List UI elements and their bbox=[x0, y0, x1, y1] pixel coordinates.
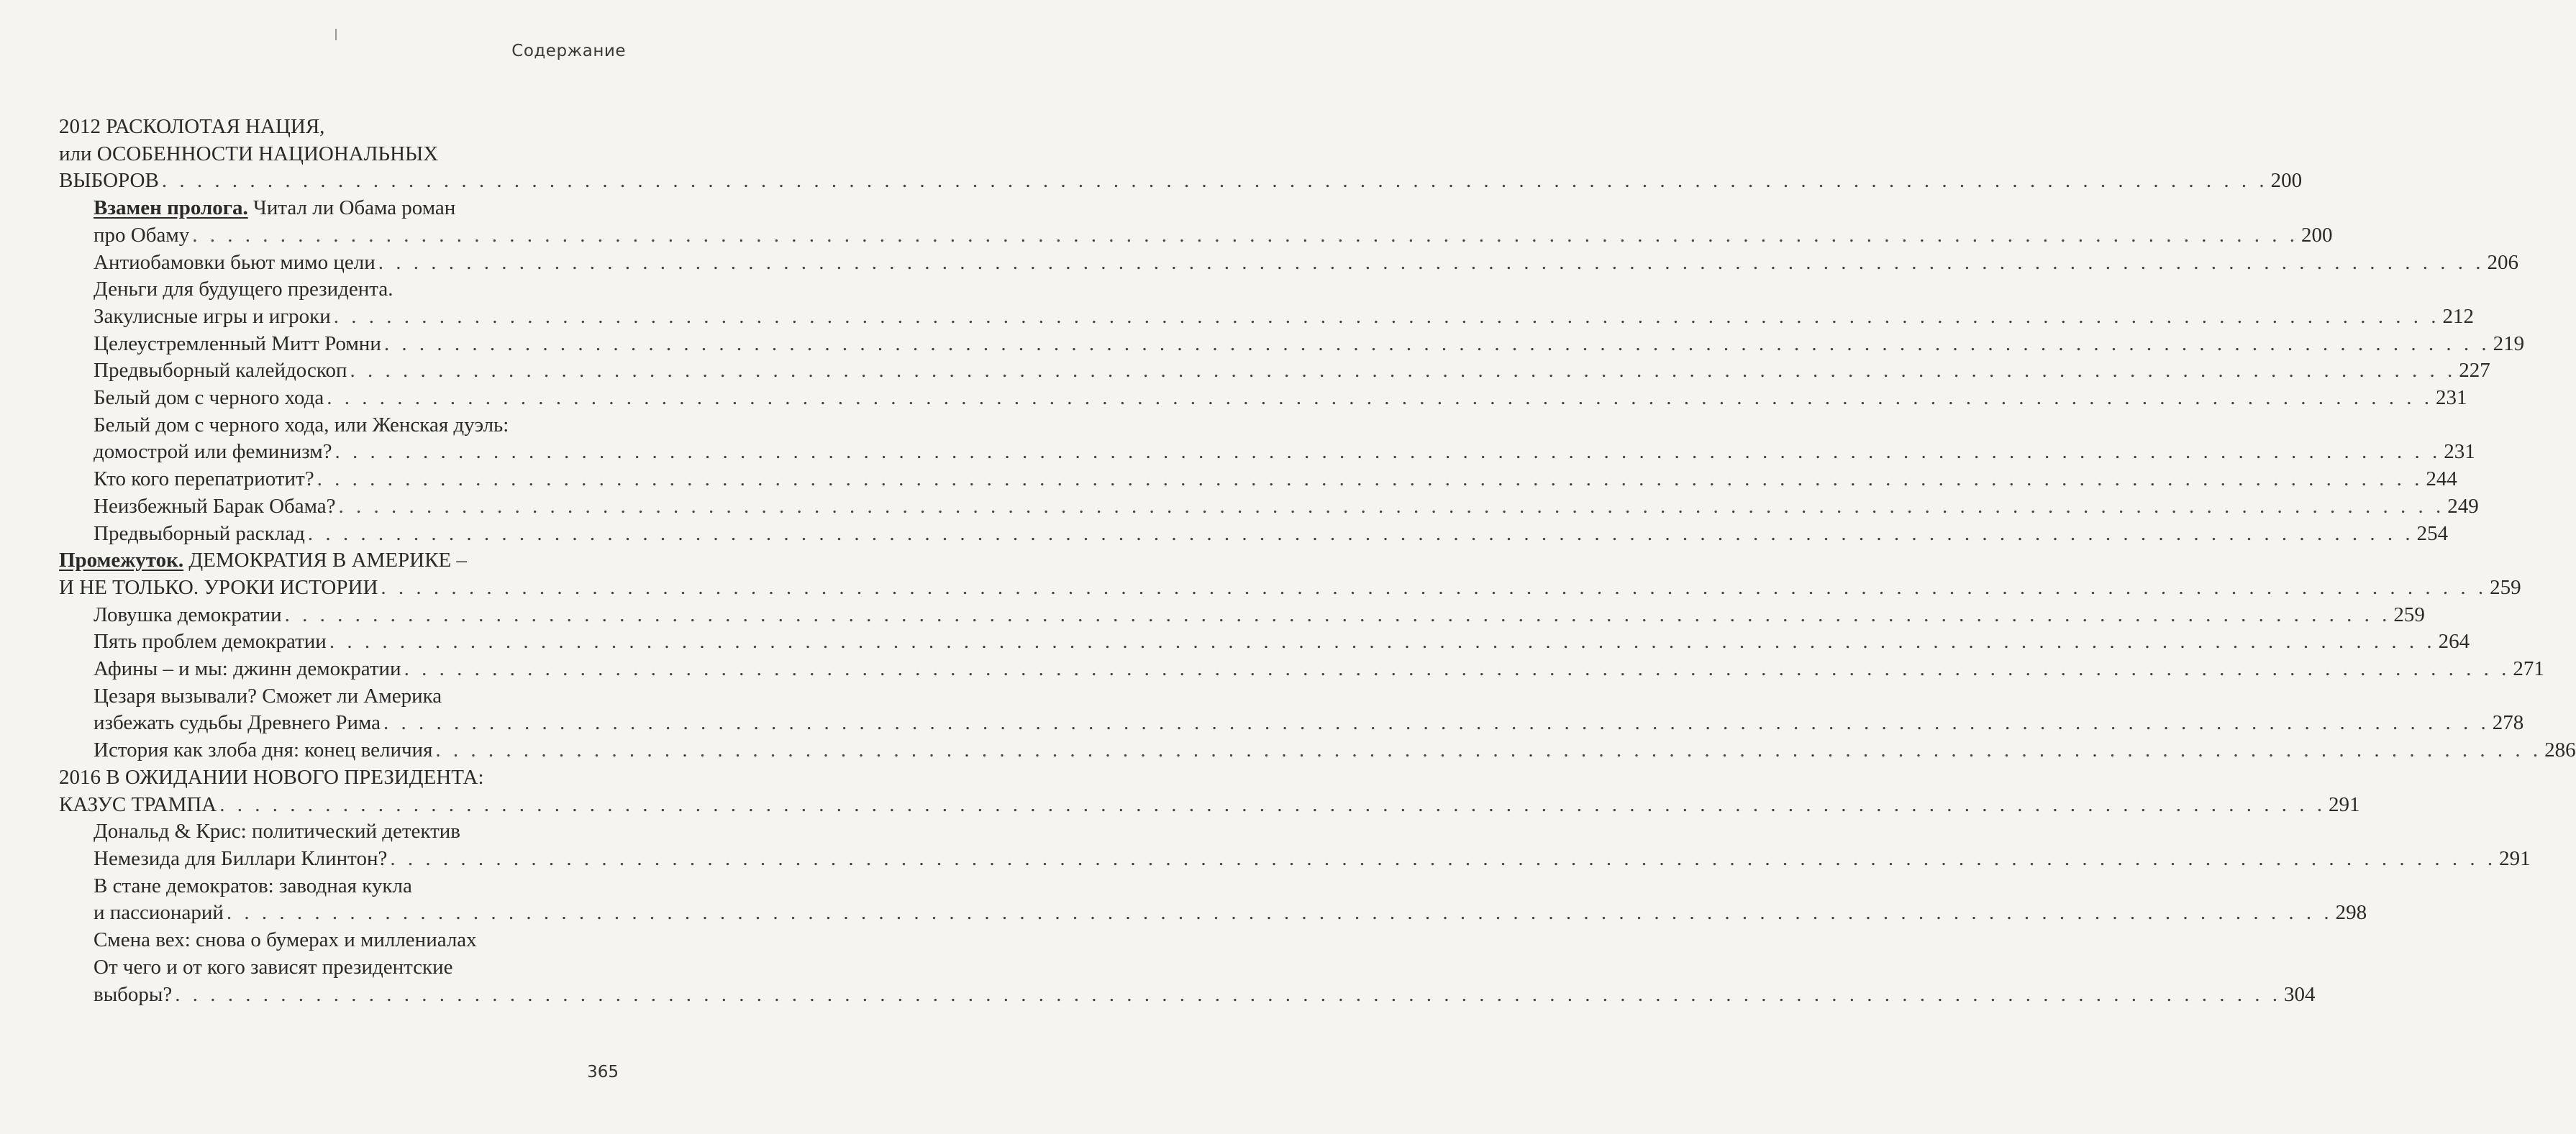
toc-entry bbox=[59, 764, 2360, 818]
toc-page-number: 249 bbox=[2447, 494, 2479, 518]
leader-dots: . . . . . . . . . . . . . . . . . . . . . . . . . . . . . . . . . . . . . . . . . . . . . . . . . . . . . . . . . . . . . . . . . . . . . . . . . . . . . . . . . . . . . . . . . . . . . . . . . . . . . . . . . . . . . . . . . . . . . . . . bbox=[383, 711, 2490, 735]
toc-line bbox=[59, 466, 2457, 493]
toc-line-text bbox=[94, 710, 381, 737]
toc-line bbox=[59, 602, 2425, 629]
leader-dots: . . . . . . . . . . . . . . . . . . . . . . . . . . . . . . . . . . . . . . . . . . . . . . . . . . . . . . . . . . . . . . . . . . . . . . . . . . . . . . . . . . . . . . . . . . . . . . . . . . . . . . . . . . . . . . . . . . . . . . . . bbox=[350, 359, 2457, 383]
toc-entry bbox=[59, 412, 2475, 466]
toc-entry bbox=[59, 276, 2474, 330]
toc-title: История как злоба дня: конец величия bbox=[94, 739, 433, 762]
toc-line-text bbox=[94, 493, 336, 521]
toc-line-text bbox=[59, 575, 378, 602]
toc-line bbox=[59, 493, 2479, 521]
toc-line bbox=[59, 982, 2316, 1009]
toc-line bbox=[59, 114, 611, 141]
toc-line bbox=[59, 954, 611, 982]
toc-title: Читал ли Обама роман bbox=[247, 196, 456, 220]
toc-line bbox=[59, 195, 611, 222]
toc-line bbox=[59, 575, 2521, 602]
toc-title: домострой или феминизм? bbox=[94, 440, 332, 464]
toc-line-text bbox=[94, 873, 412, 900]
toc-entry bbox=[59, 954, 2316, 1008]
toc-line bbox=[59, 331, 2525, 358]
toc-entry bbox=[59, 547, 2521, 601]
leader-dots: . . . . . . . . . . . . . . . . . . . . . . . . . . . . . . . . . . . . . . . . . . . . . . . . . . . . . . . . . . . . . . . . . . . . . . . . . . . . . . . . . . . . . . . . . . . . . . . . . . . . . . . . . . . . . . . . . . . . . . . . bbox=[334, 440, 2441, 464]
toc-line-text bbox=[94, 412, 509, 439]
toc-line-text bbox=[94, 195, 455, 222]
leader-dots: . . . . . . . . . . . . . . . . . . . . . . . . . . . . . . . . . . . . . . . . . . . . . . . . . . . . . . . . . . . . . . . . . . . . . . . . . . . . . . . . . . . . . . . . . . . . . . . . . . . . . . . . . . . . . . . . . . . . . . . . bbox=[226, 901, 2333, 925]
toc-line-text bbox=[94, 602, 282, 629]
toc-entry bbox=[59, 331, 2525, 358]
table-of-contents bbox=[59, 114, 2576, 1008]
toc-title: ДЕМОКРАТИЯ В АМЕРИКЕ – bbox=[183, 549, 467, 572]
toc-title: Ловушка демократии bbox=[94, 603, 282, 626]
toc-entry bbox=[59, 873, 2367, 927]
toc-page-number: 298 bbox=[2335, 901, 2367, 925]
toc-title: Афины – и мы: джинн демократии bbox=[94, 657, 401, 681]
toc-title: Цезаря вызывали? Сможет ли Америка bbox=[94, 684, 442, 708]
toc-line bbox=[59, 168, 2303, 195]
toc-page-number: 200 bbox=[2270, 169, 2303, 193]
toc-title: Предвыборный калейдоскоп bbox=[94, 359, 347, 383]
toc-line bbox=[59, 628, 2470, 656]
toc-line-text bbox=[94, 900, 224, 927]
leader-dots: . . . . . . . . . . . . . . . . . . . . . . . . . . . . . . . . . . . . . . . . . . . . . . . . . . . . . . . . . . . . . . . . . . . . . . . . . . . . . . . . . . . . . . . . . . . . . . . . . . . . . . . . . . . . . . . . . . . . . . . . bbox=[329, 630, 2436, 654]
toc-line bbox=[59, 303, 2474, 331]
toc-line-text bbox=[94, 954, 453, 982]
toc-line-text bbox=[59, 168, 159, 195]
toc-entry bbox=[59, 521, 2449, 548]
toc-entry bbox=[59, 927, 611, 954]
toc-title: Кто кого перепатриотит? bbox=[94, 467, 314, 491]
leader-dots: . . . . . . . . . . . . . . . . . . . . . . . . . . . . . . . . . . . . . . . . . . . . . . . . . . . . . . . . . . . . . . . . . . . . . . . . . . . . . . . . . . . . . . . . . . . . . . . . . . . . . . . . . . . . . . . . . . . . . . . . bbox=[327, 386, 2434, 410]
toc-title: Целеустремленный Митт Ромни bbox=[94, 331, 381, 355]
leader-dots: . . . . . . . . . . . . . . . . . . . . . . . . . . . . . . . . . . . . . . . . . . . . . . . . . . . . . . . . . . . . . . . . . . . . . . . . . . . . . . . . . . . . . . . . . . . . . . . . . . . . . . . . . . . . . . . . . . . . . . . . bbox=[404, 657, 2511, 681]
toc-title: В стане демократов: заводная кукла bbox=[94, 874, 412, 897]
leader-dots: . . . . . . . . . . . . . . . . . . . . . . . . . . . . . . . . . . . . . . . . . . . . . . . . . . . . . . . . . . . . . . . . . . . . . . . . . . . . . . . . . . . . . . . . . . . . . . . . . . . . . . . . . . . . . . . . . . . . . . . . bbox=[307, 521, 2414, 545]
toc-line bbox=[59, 710, 2524, 737]
toc-line-text bbox=[94, 439, 332, 466]
toc-line-text bbox=[94, 656, 401, 683]
leader-dots: . . . . . . . . . . . . . . . . . . . . . . . . . . . . . . . . . . . . . . . . . . . . . . . . . . . . . . . . . . . . . . . . . . . . . . . . . . . . . . . . . . . . . . . . . . . . . . . . . . . . . . . . . . . . . . . . . . . . . . . . bbox=[284, 603, 2391, 626]
toc-entry bbox=[59, 114, 2303, 195]
toc-line bbox=[59, 900, 2367, 927]
toc-line bbox=[59, 846, 2531, 873]
toc-entry bbox=[59, 818, 2531, 872]
toc-line-text bbox=[94, 357, 347, 385]
toc-line bbox=[59, 276, 611, 303]
leader-dots: . . . . . . . . . . . . . . . . . . . . . . . . . . . . . . . . . . . . . . . . . . . . . . . . . . . . . . . . . . . . . . . . . . . . . . . . . . . . . . . . . . . . . . . . . . . . . . . . . . . . . . . . . . . . . . . . . . . . . . . . bbox=[390, 846, 2497, 870]
toc-page-number: 291 bbox=[2329, 792, 2360, 816]
toc-line-text bbox=[94, 385, 324, 412]
toc-line-text bbox=[59, 792, 217, 819]
toc-entry bbox=[59, 493, 2479, 521]
leader-dots: . . . . . . . . . . . . . . . . . . . . . . . . . . . . . . . . . . . . . . . . . . . . . . . . . . . . . . . . . . . . . . . . . . . . . . . . . . . . . . . . . . . . . . . . . . . . . . . . . . . . . . . . . . . . . . . . . . . . . . . . bbox=[381, 575, 2488, 599]
toc-line bbox=[59, 792, 2360, 819]
toc-title: выборы? bbox=[94, 982, 173, 1006]
toc-title: КАЗУС ТРАМПА bbox=[59, 792, 217, 816]
toc-page-number: 278 bbox=[2492, 711, 2524, 735]
scan-mark bbox=[335, 29, 337, 40]
toc-entry bbox=[59, 737, 2576, 764]
toc-page-number: 291 bbox=[2499, 846, 2531, 870]
toc-line bbox=[59, 873, 611, 900]
leader-dots: . . . . . . . . . . . . . . . . . . . . . . . . . . . . . . . . . . . . . . . . . . . . . . . . . . . . . . . . . . . . . . . . . . . . . . . . . . . . . . . . . . . . . . . . . . . . . . . . . . . . . . . . . . . . . . . . . . . . . . . . bbox=[338, 494, 2445, 518]
toc-title: Предвыборный расклад bbox=[94, 521, 305, 545]
toc-line bbox=[59, 818, 611, 846]
toc-line bbox=[59, 927, 611, 954]
toc-line bbox=[59, 250, 2518, 277]
toc-line bbox=[59, 764, 611, 792]
toc-line-text bbox=[94, 222, 189, 250]
leader-dots: . . . . . . . . . . . . . . . . . . . . . . . . . . . . . . . . . . . . . . . . . . . . . . . . . . . . . . . . . . . . . . . . . . . . . . . . . . . . . . . . . . . . . . . . . . . . . . . . . . . . . . . . . . . . . . . . . . . . . . . . bbox=[192, 223, 2298, 247]
leader-dots: . . . . . . . . . . . . . . . . . . . . . . . . . . . . . . . . . . . . . . . . . . . . . . . . . . . . . . . . . . . . . . . . . . . . . . . . . . . . . . . . . . . . . . . . . . . . . . . . . . . . . . . . . . . . . . . . . . . . . . . . bbox=[161, 169, 2268, 193]
toc-title: или ОСОБЕННОСТИ НАЦИОНАЛЬНЫХ bbox=[59, 142, 439, 165]
leader-dots: . . . . . . . . . . . . . . . . . . . . . . . . . . . . . . . . . . . . . . . . . . . . . . . . . . . . . . . . . . . . . . . . . . . . . . . . . . . . . . . . . . . . . . . . . . . . . . . . . . . . . . . . . . . . . . . . . . . . . . . . bbox=[333, 304, 2440, 328]
toc-title: Антиобамовки бьют мимо цели bbox=[94, 250, 376, 274]
toc-line bbox=[59, 521, 2449, 548]
toc-line-text bbox=[94, 466, 314, 493]
toc-line bbox=[59, 737, 2576, 764]
toc-line-text bbox=[94, 250, 376, 277]
toc-lead-label: Взамен пролога. bbox=[94, 196, 248, 220]
toc-line-text bbox=[59, 141, 438, 168]
toc-line bbox=[59, 222, 2333, 250]
toc-page-number: 264 bbox=[2438, 630, 2470, 654]
toc-title: Закулисные игры и игроки bbox=[94, 304, 331, 328]
toc-title: избежать судьбы Древнего Рима bbox=[94, 711, 381, 735]
toc-line-text bbox=[94, 982, 172, 1009]
toc-page-number: 286 bbox=[2544, 739, 2576, 762]
toc-title: Белый дом с черного хода bbox=[94, 386, 324, 410]
leader-dots: . . . . . . . . . . . . . . . . . . . . . . . . . . . . . . . . . . . . . . . . . . . . . . . . . . . . . . . . . . . . . . . . . . . . . . . . . . . . . . . . . . . . . . . . . . . . . . . . . . . . . . . . . . . . . . . . . . . . . . . . bbox=[383, 331, 2490, 355]
toc-entry bbox=[59, 357, 2490, 385]
toc-page-number: 304 bbox=[2284, 982, 2316, 1006]
toc-line bbox=[59, 547, 611, 575]
leader-dots: . . . . . . . . . . . . . . . . . . . . . . . . . . . . . . . . . . . . . . . . . . . . . . . . . . . . . . . . . . . . . . . . . . . . . . . . . . . . . . . . . . . . . . . . . . . . . . . . . . . . . . . . . . . . . . . . . . . . . . . . bbox=[219, 792, 2326, 816]
toc-title: И НЕ ТОЛЬКО. УРОКИ ИСТОРИИ bbox=[59, 575, 378, 599]
toc-page-number: 254 bbox=[2416, 521, 2449, 545]
toc-page-number: 271 bbox=[2513, 657, 2544, 681]
toc-line-text bbox=[59, 764, 484, 792]
toc-title: ВЫБОРОВ bbox=[59, 169, 159, 193]
toc-entry bbox=[59, 683, 2524, 737]
leader-dots: . . . . . . . . . . . . . . . . . . . . . . . . . . . . . . . . . . . . . . . . . . . . . . . . . . . . . . . . . . . . . . . . . . . . . . . . . . . . . . . . . . . . . . . . . . . . . . . . . . . . . . . . . . . . . . . . . . . . . . . . bbox=[317, 467, 2423, 491]
toc-page-number: 259 bbox=[2393, 603, 2425, 626]
toc-title: Белый дом с черного хода, или Женская дуэль: bbox=[94, 413, 509, 436]
toc-page-number: 244 bbox=[2426, 467, 2457, 491]
toc-title: От чего и от кого зависят президентские bbox=[94, 955, 453, 979]
toc-entry bbox=[59, 195, 2333, 249]
toc-line-text bbox=[59, 547, 467, 575]
toc-line-text bbox=[94, 521, 305, 548]
toc-line-text bbox=[94, 846, 387, 873]
toc-page-number: 206 bbox=[2487, 250, 2518, 274]
toc-title: Немезида для Биллари Клинтон? bbox=[94, 846, 388, 870]
toc-title: 2012 РАСКОЛОТАЯ НАЦИЯ, bbox=[59, 115, 325, 138]
toc-entry bbox=[59, 385, 2467, 412]
toc-line-text bbox=[59, 114, 324, 141]
leader-dots: . . . . . . . . . . . . . . . . . . . . . . . . . . . . . . . . . . . . . . . . . . . . . . . . . . . . . . . . . . . . . . . . . . . . . . . . . . . . . . . . . . . . . . . . . . . . . . . . . . . . . . . . . . . . . . . . . . . . . . . . bbox=[378, 250, 2485, 274]
toc-entry bbox=[59, 628, 2470, 656]
toc-line bbox=[59, 357, 2490, 385]
toc-line bbox=[59, 141, 611, 168]
toc-line bbox=[59, 439, 2475, 466]
toc-lead-label: Промежуток. bbox=[59, 549, 184, 572]
toc-title: Пять проблем демократии bbox=[94, 630, 327, 654]
toc-entry bbox=[59, 656, 2544, 683]
page-number: 365 bbox=[587, 1063, 619, 1082]
toc-line-text bbox=[94, 628, 327, 656]
toc-title: Смена вех: снова о бумерах и миллениалах bbox=[94, 928, 477, 952]
toc-line bbox=[59, 385, 2467, 412]
toc-page-number: 219 bbox=[2493, 331, 2525, 355]
leader-dots: . . . . . . . . . . . . . . . . . . . . . . . . . . . . . . . . . . . . . . . . . . . . . . . . . . . . . . . . . . . . . . . . . . . . . . . . . . . . . . . . . . . . . . . . . . . . . . . . . . . . . . . . . . . . . . . . . . . . . . . . bbox=[175, 982, 2282, 1006]
toc-line bbox=[59, 656, 2544, 683]
toc-line-text bbox=[94, 818, 460, 846]
toc-line-text bbox=[94, 303, 331, 331]
toc-page-number: 259 bbox=[2490, 575, 2521, 599]
toc-line-text bbox=[94, 683, 442, 710]
toc-line-text bbox=[94, 737, 432, 764]
toc-title: 2016 В ОЖИДАНИИ НОВОГО ПРЕЗИДЕНТА: bbox=[59, 765, 484, 789]
toc-entry bbox=[59, 466, 2457, 493]
toc-entry bbox=[59, 602, 2425, 629]
toc-line-text bbox=[94, 276, 393, 303]
toc-title: Неизбежный Барак Обама? bbox=[94, 494, 336, 518]
toc-line bbox=[59, 683, 611, 710]
toc-entry bbox=[59, 250, 2518, 277]
toc-page-number: 231 bbox=[2436, 386, 2467, 410]
toc-page-number: 200 bbox=[2300, 223, 2333, 247]
toc-page-number: 231 bbox=[2444, 440, 2475, 464]
toc-title: Дональд & Крис: политический детектив bbox=[94, 820, 460, 843]
running-header: Содержание bbox=[511, 42, 626, 60]
toc-page-number: 227 bbox=[2459, 359, 2490, 383]
toc-line-text bbox=[94, 927, 477, 954]
toc-title: Деньги для будущего президента. bbox=[94, 278, 393, 301]
toc-page-number: 212 bbox=[2442, 304, 2474, 328]
toc-line bbox=[59, 412, 611, 439]
toc-line-text bbox=[94, 331, 381, 358]
leader-dots: . . . . . . . . . . . . . . . . . . . . . . . . . . . . . . . . . . . . . . . . . . . . . . . . . . . . . . . . . . . . . . . . . . . . . . . . . . . . . . . . . . . . . . . . . . . . . . . . . . . . . . . . . . . . . . . . . . . . . . . . bbox=[435, 739, 2542, 762]
toc-title: про Обаму bbox=[94, 223, 190, 247]
toc-title: и пассионарий bbox=[94, 901, 224, 925]
